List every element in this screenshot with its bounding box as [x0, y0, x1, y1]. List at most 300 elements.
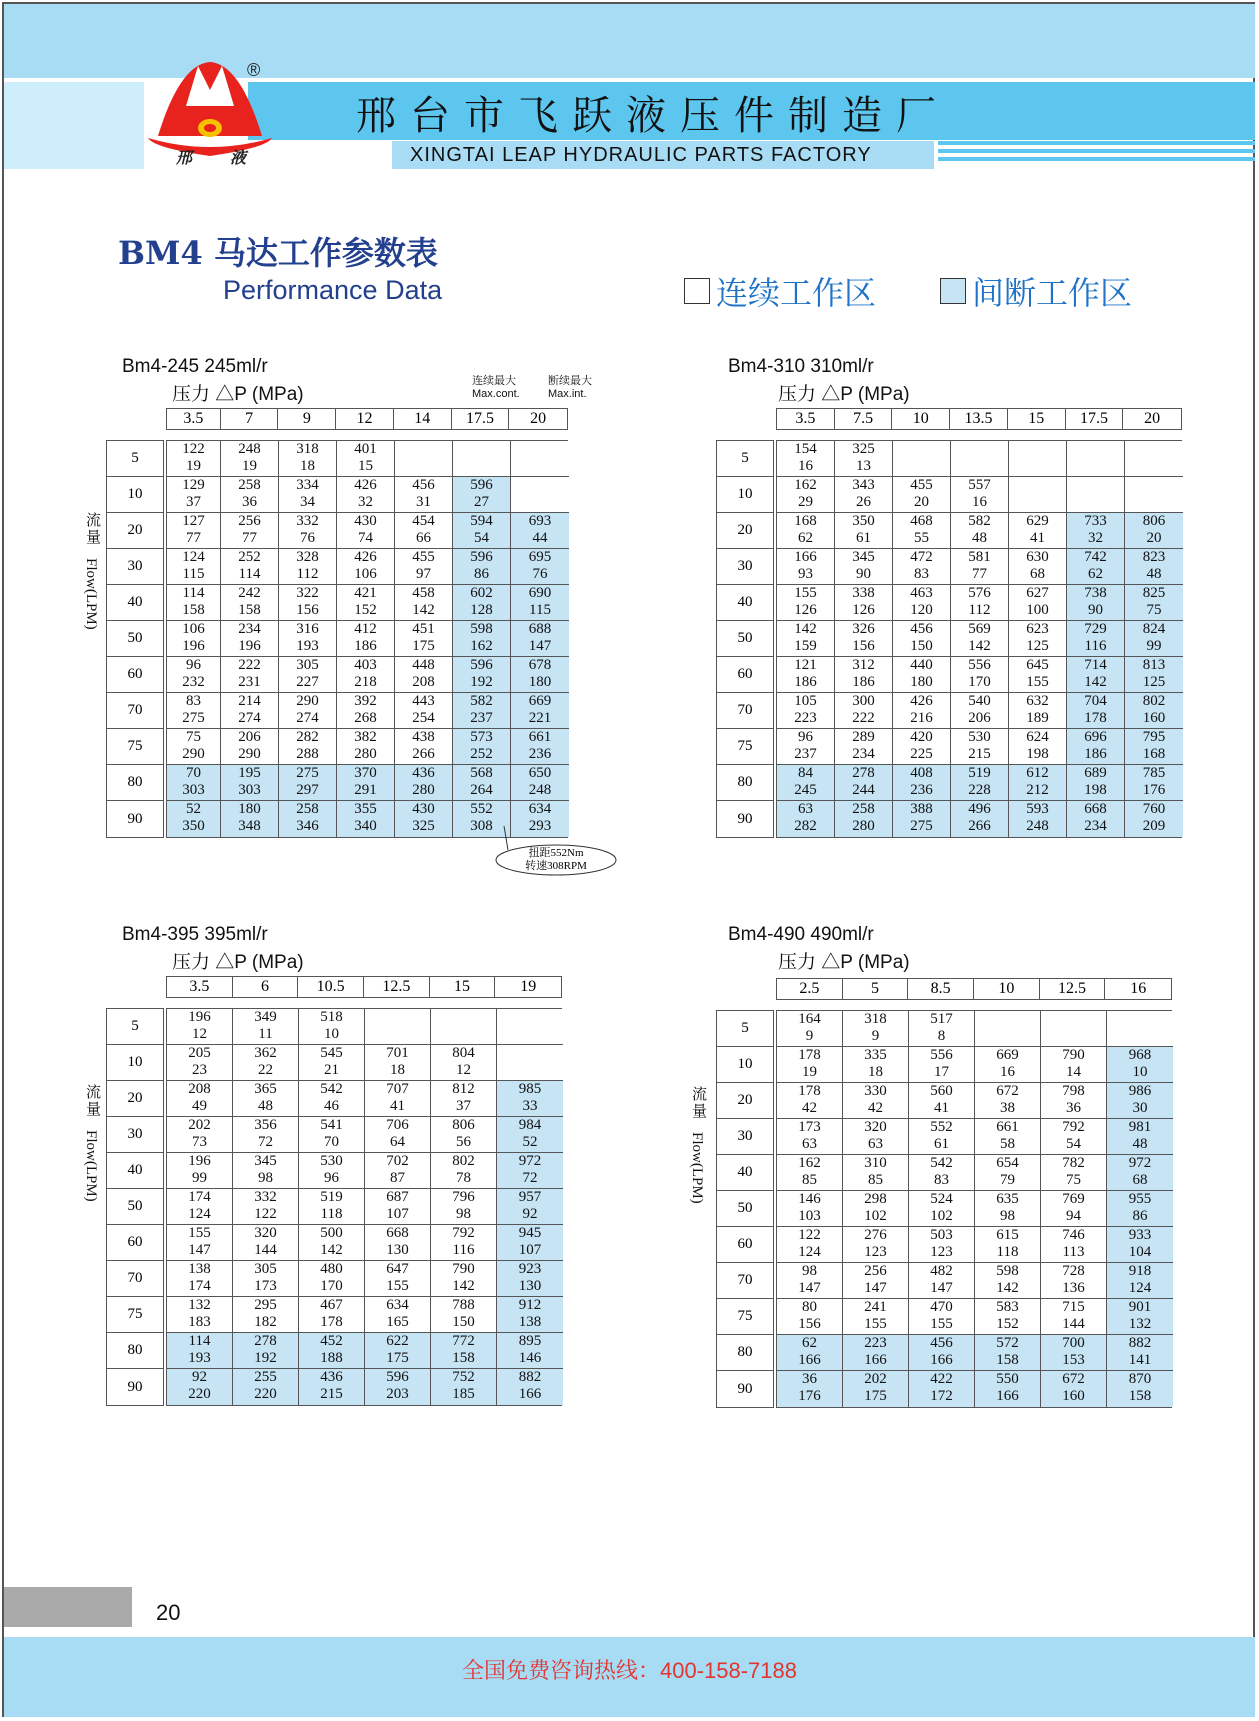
performance-cell [431, 1081, 497, 1117]
header-left-band [4, 82, 144, 169]
speed-value: 11 [258, 1026, 273, 1042]
speed-value: 178 [1084, 710, 1107, 726]
performance-cell [1125, 549, 1183, 585]
torque-value: 412 [354, 621, 377, 637]
performance-cell [431, 1045, 497, 1081]
performance-cell [221, 513, 279, 549]
performance-cell [395, 477, 453, 513]
speed-value: 275 [910, 818, 933, 834]
flow-header-cell: 10 [717, 1047, 773, 1083]
performance-cell [1009, 657, 1067, 693]
speed-value: 275 [182, 710, 205, 726]
performance-cell [299, 1117, 365, 1153]
torque-value: 178 [798, 1083, 821, 1099]
performance-cell [777, 801, 835, 837]
torque-value: 825 [1142, 585, 1166, 601]
performance-cell [843, 1371, 909, 1407]
speed-value: 124 [188, 1206, 211, 1222]
performance-cell [299, 1297, 365, 1333]
performance-cell [497, 1369, 563, 1405]
pressure-header-cell: 15 [430, 977, 496, 997]
torque-value: 132 [188, 1297, 211, 1313]
performance-cell [777, 513, 835, 549]
torque-value: 945 [518, 1225, 542, 1241]
speed-value: 186 [1084, 746, 1107, 762]
torque-value: 661 [528, 729, 552, 745]
speed-value: 72 [522, 1170, 538, 1186]
torque-value: 234 [238, 621, 261, 637]
flow-header-cell: 40 [107, 585, 163, 621]
footer-gray-block [4, 1587, 132, 1627]
performance-cell [233, 1297, 299, 1333]
speed-value: 280 [852, 818, 875, 834]
performance-cell [909, 1191, 975, 1227]
speed-value: 46 [324, 1098, 339, 1114]
speed-value: 136 [1062, 1280, 1085, 1296]
torque-value: 895 [518, 1333, 542, 1349]
performance-cell [777, 549, 835, 585]
performance-cell [511, 657, 569, 693]
speed-value: 198 [1084, 782, 1107, 798]
pressure-header-cell: 7 [221, 409, 279, 429]
speed-value: 130 [386, 1242, 409, 1258]
speed-value: 158 [238, 602, 261, 618]
torque-value: 70 [186, 765, 201, 781]
speed-value: 290 [238, 746, 261, 762]
speed-value: 41 [934, 1100, 949, 1116]
performance-cell [497, 1117, 563, 1153]
speed-value: 61 [934, 1136, 949, 1152]
torque-value: 258 [238, 477, 261, 493]
torque-value: 256 [238, 513, 261, 529]
torque-value: 672 [1062, 1371, 1085, 1387]
speed-value: 62 [798, 530, 813, 546]
performance-cell [233, 1009, 299, 1045]
speed-value: 166 [518, 1386, 542, 1402]
speed-value: 56 [456, 1134, 471, 1150]
speed-value: 68 [1132, 1172, 1148, 1188]
torque-value: 823 [1142, 549, 1166, 565]
performance-cell [1067, 729, 1125, 765]
torque-value: 335 [864, 1047, 887, 1063]
flow-header-cell: 20 [107, 1081, 163, 1117]
torque-value: 468 [910, 513, 933, 529]
performance-cell [1107, 1335, 1173, 1371]
performance-cell [167, 693, 221, 729]
performance-cell [843, 1263, 909, 1299]
performance-cell [1041, 1155, 1107, 1191]
performance-cell [1009, 621, 1067, 657]
performance-cell [167, 1333, 233, 1369]
torque-value: 105 [794, 693, 817, 709]
performance-cell [299, 1153, 365, 1189]
torque-value: 623 [1026, 621, 1049, 637]
performance-cell [395, 549, 453, 585]
torque-value: 430 [354, 513, 377, 529]
speed-value: 158 [996, 1352, 1019, 1368]
torque-value: 458 [412, 585, 435, 601]
torque-value: 882 [518, 1369, 542, 1385]
speed-value: 32 [358, 494, 373, 510]
performance-cell [299, 1189, 365, 1225]
performance-cell [279, 585, 337, 621]
performance-cell [1009, 765, 1067, 801]
speed-value: 112 [968, 602, 991, 618]
performance-cell [843, 1083, 909, 1119]
torque-value: 552 [930, 1119, 953, 1135]
performance-cell [893, 513, 951, 549]
speed-value: 85 [802, 1172, 817, 1188]
torque-value: 645 [1026, 657, 1049, 673]
speed-value: 9 [871, 1028, 880, 1044]
performance-cell [909, 1335, 975, 1371]
performance-cell [453, 477, 511, 513]
torque-value: 121 [794, 657, 817, 673]
torque-value: 556 [968, 657, 991, 673]
performance-cell [497, 1189, 563, 1225]
torque-value: 792 [1062, 1119, 1085, 1135]
torque-value: 519 [320, 1189, 343, 1205]
speed-value: 19 [242, 458, 257, 474]
torque-value: 802 [452, 1153, 475, 1169]
torque-value: 422 [930, 1371, 953, 1387]
speed-value: 83 [914, 566, 929, 582]
performance-cell [167, 657, 221, 693]
speed-value: 147 [188, 1242, 211, 1258]
speed-value: 90 [856, 566, 871, 582]
pressure-header-cell: 13.5 [950, 409, 1008, 429]
speed-value: 94 [1066, 1208, 1081, 1224]
torque-value: 155 [794, 585, 817, 601]
speed-value: 48 [972, 530, 987, 546]
pressure-header-cell: 17.5 [452, 409, 510, 429]
speed-value: 346 [296, 818, 319, 834]
torque-value: 275 [296, 765, 319, 781]
performance-cell [1009, 801, 1067, 837]
torque-value: 164 [798, 1011, 821, 1027]
torque-value: 196 [188, 1153, 211, 1169]
performance-cell [777, 441, 835, 477]
speed-value: 155 [386, 1278, 409, 1294]
speed-value: 248 [1026, 818, 1049, 834]
torque-value: 202 [188, 1117, 211, 1133]
torque-value: 612 [1026, 765, 1049, 781]
empty-cell [975, 1011, 1041, 1047]
speed-value: 146 [518, 1350, 542, 1366]
flow-header-cell: 60 [107, 1225, 163, 1261]
speed-value: 118 [996, 1244, 1019, 1260]
torque-value: 647 [386, 1261, 409, 1277]
torque-value: 345 [852, 549, 875, 565]
torque-value: 114 [182, 585, 205, 601]
performance-cell [299, 1225, 365, 1261]
torque-value: 796 [452, 1189, 475, 1205]
pressure-header-cell: 15 [1008, 409, 1066, 429]
performance-cell [777, 1011, 843, 1047]
performance-cell [395, 765, 453, 801]
speed-value: 142 [996, 1280, 1019, 1296]
speed-value: 123 [864, 1244, 887, 1260]
torque-value: 968 [1128, 1047, 1152, 1063]
performance-cell [951, 477, 1009, 513]
performance-cell [279, 693, 337, 729]
performance-cell [167, 765, 221, 801]
torque-value: 972 [1128, 1155, 1152, 1171]
torque-value: 278 [254, 1333, 277, 1349]
performance-cell [843, 1335, 909, 1371]
speed-value: 18 [390, 1062, 405, 1078]
empty-cell [1125, 441, 1183, 477]
performance-cell [395, 729, 453, 765]
speed-value: 13 [856, 458, 871, 474]
torque-value: 392 [354, 693, 377, 709]
torque-value: 349 [254, 1009, 277, 1025]
performance-cell [453, 513, 511, 549]
speed-value: 166 [930, 1352, 953, 1368]
flow-header-cell: 80 [107, 1333, 163, 1369]
torque-value: 634 [528, 801, 552, 817]
speed-value: 147 [528, 638, 552, 654]
note-max-int-en: Max.int. [548, 388, 587, 400]
torque-value: 162 [794, 477, 817, 493]
flow-axis-label-cn: 流量 [84, 1084, 100, 1118]
speed-value: 18 [868, 1064, 883, 1080]
torque-value: 985 [518, 1081, 542, 1097]
torque-value: 707 [386, 1081, 409, 1097]
torque-value: 146 [798, 1191, 821, 1207]
performance-cell [777, 585, 835, 621]
torque-value: 634 [386, 1297, 409, 1313]
speed-value: 44 [532, 530, 548, 546]
performance-cell [1009, 549, 1067, 585]
performance-cell [453, 693, 511, 729]
flow-header-cell: 70 [107, 1261, 163, 1297]
note-max-int-cn: 断续最大 [548, 375, 592, 387]
torque-value: 448 [412, 657, 435, 673]
torque-value: 370 [354, 765, 377, 781]
torque-value: 318 [296, 441, 319, 457]
performance-cell [975, 1371, 1041, 1407]
performance-cell [167, 801, 221, 837]
speed-value: 215 [968, 746, 991, 762]
speed-value: 41 [1030, 530, 1045, 546]
torque-value: 678 [528, 657, 552, 673]
torque-value: 276 [864, 1227, 887, 1243]
performance-cell [299, 1369, 365, 1405]
torque-value: 248 [238, 441, 261, 457]
performance-cell [951, 513, 1009, 549]
speed-value: 36 [1066, 1100, 1081, 1116]
performance-cell [1107, 1263, 1173, 1299]
performance-cell [835, 441, 893, 477]
performance-cell [843, 1047, 909, 1083]
torque-value: 467 [320, 1297, 343, 1313]
speed-value: 77 [972, 566, 987, 582]
torque-value: 320 [254, 1225, 277, 1241]
performance-cell [1125, 585, 1183, 621]
speed-value: 186 [852, 674, 875, 690]
speed-value: 231 [238, 674, 261, 690]
flow-header-cell: 30 [717, 549, 773, 585]
speed-value: 228 [968, 782, 991, 798]
flow-header-cell: 50 [107, 621, 163, 657]
torque-value: 695 [528, 549, 552, 565]
performance-cell [365, 1369, 431, 1405]
performance-cell [365, 1333, 431, 1369]
speed-value: 103 [798, 1208, 821, 1224]
speed-value: 62 [1088, 566, 1103, 582]
performance-cell [167, 1225, 233, 1261]
performance-cell [1067, 513, 1125, 549]
torque-value: 690 [528, 585, 552, 601]
torque-value: 630 [1026, 549, 1049, 565]
performance-cell [167, 513, 221, 549]
performance-cell [365, 1189, 431, 1225]
torque-value: 80 [802, 1299, 817, 1315]
pressure-header-row [166, 408, 568, 430]
speed-value: 153 [1062, 1352, 1085, 1368]
performance-cell [1009, 729, 1067, 765]
speed-value: 142 [1084, 674, 1107, 690]
empty-cell [1009, 477, 1067, 513]
torque-value: 704 [1084, 693, 1107, 709]
performance-cell [843, 1227, 909, 1263]
flow-header-cell: 40 [107, 1153, 163, 1189]
torque-value: 596 [470, 657, 493, 673]
speed-value: 206 [968, 710, 991, 726]
torque-value: 482 [930, 1263, 953, 1279]
performance-cell [843, 1191, 909, 1227]
flow-header-column [106, 1008, 164, 1406]
torque-value: 426 [354, 477, 377, 493]
speed-value: 150 [910, 638, 933, 654]
performance-cell [167, 441, 221, 477]
torque-value: 92 [192, 1369, 207, 1385]
torque-value: 242 [238, 585, 261, 601]
torque-value: 222 [238, 657, 261, 673]
table-title: Bm4-490 490ml/r [728, 924, 874, 945]
torque-value: 318 [864, 1011, 887, 1027]
torque-value: 36 [802, 1371, 817, 1387]
speed-value: 52 [522, 1134, 538, 1150]
pressure-header-cell: 12.5 [364, 977, 430, 997]
performance-cell [1009, 513, 1067, 549]
performance-cell [1125, 801, 1183, 837]
torque-value: 258 [296, 801, 319, 817]
torque-value: 812 [452, 1081, 475, 1097]
logo-characters: 邢液 [176, 148, 285, 167]
speed-value: 75 [1066, 1172, 1081, 1188]
flow-header-cell: 5 [107, 1009, 163, 1045]
torque-value: 470 [930, 1299, 953, 1315]
flow-axis-label-en: Flow(LPM) [689, 1132, 705, 1204]
speed-value: 350 [182, 818, 205, 834]
performance-cell [279, 765, 337, 801]
performance-cell [1041, 1227, 1107, 1263]
speed-value: 180 [910, 674, 933, 690]
torque-value: 702 [386, 1153, 409, 1169]
speed-value: 156 [798, 1316, 821, 1332]
speed-value: 12 [456, 1062, 471, 1078]
speed-value: 68 [1030, 566, 1045, 582]
flow-header-column [716, 1010, 774, 1408]
performance-cell [1125, 513, 1183, 549]
torque-value: 933 [1128, 1227, 1152, 1243]
speed-value: 348 [238, 818, 261, 834]
speed-value: 122 [254, 1206, 277, 1222]
performance-cell [1067, 621, 1125, 657]
speed-value: 180 [528, 674, 552, 690]
performance-cell [299, 1045, 365, 1081]
speed-value: 237 [470, 710, 493, 726]
flow-header-cell: 75 [107, 1297, 163, 1333]
speed-value: 142 [452, 1278, 475, 1294]
flow-header-cell: 70 [717, 1263, 773, 1299]
performance-cell [975, 1191, 1041, 1227]
torque-value: 986 [1128, 1083, 1152, 1099]
torque-value: 629 [1026, 513, 1049, 529]
speed-value: 107 [518, 1242, 542, 1258]
performance-grid [776, 1010, 1172, 1408]
empty-cell [1125, 477, 1183, 513]
empty-cell [1009, 441, 1067, 477]
torque-value: 350 [852, 513, 875, 529]
performance-cell [497, 1297, 563, 1333]
performance-cell [1107, 1083, 1173, 1119]
speed-value: 220 [254, 1386, 277, 1402]
performance-cell [893, 801, 951, 837]
speed-value: 183 [188, 1314, 211, 1330]
torque-value: 202 [864, 1371, 887, 1387]
torque-value: 572 [996, 1335, 1019, 1351]
performance-cell [975, 1227, 1041, 1263]
torque-value: 289 [852, 729, 875, 745]
torque-value: 824 [1142, 621, 1166, 637]
speed-value: 48 [1146, 566, 1162, 582]
torque-value: 668 [1084, 801, 1107, 817]
torque-value: 290 [296, 693, 319, 709]
torque-value: 806 [452, 1117, 475, 1133]
torque-value: 440 [910, 657, 933, 673]
performance-cell [395, 693, 453, 729]
empty-cell [893, 441, 951, 477]
speed-value: 196 [182, 638, 205, 654]
speed-value: 234 [852, 746, 875, 762]
torque-value: 174 [188, 1189, 211, 1205]
speed-value: 17 [934, 1064, 949, 1080]
speed-value: 112 [296, 566, 319, 582]
empty-cell [1067, 477, 1125, 513]
performance-cell [777, 1119, 843, 1155]
performance-cell [951, 801, 1009, 837]
torque-value: 798 [1062, 1083, 1085, 1099]
torque-value: 173 [798, 1119, 821, 1135]
flow-header-cell: 60 [717, 1227, 773, 1263]
speed-value: 158 [452, 1350, 475, 1366]
speed-value: 189 [1026, 710, 1049, 726]
performance-cell [365, 1045, 431, 1081]
speed-value: 16 [1000, 1064, 1015, 1080]
speed-value: 192 [254, 1350, 277, 1366]
performance-cell [909, 1299, 975, 1335]
performance-cell [511, 549, 569, 585]
performance-cell [431, 1225, 497, 1261]
speed-value: 104 [1128, 1244, 1152, 1260]
torque-value: 792 [452, 1225, 475, 1241]
performance-cell [453, 621, 511, 657]
torque-value: 496 [968, 801, 991, 817]
speed-value: 142 [412, 602, 435, 618]
